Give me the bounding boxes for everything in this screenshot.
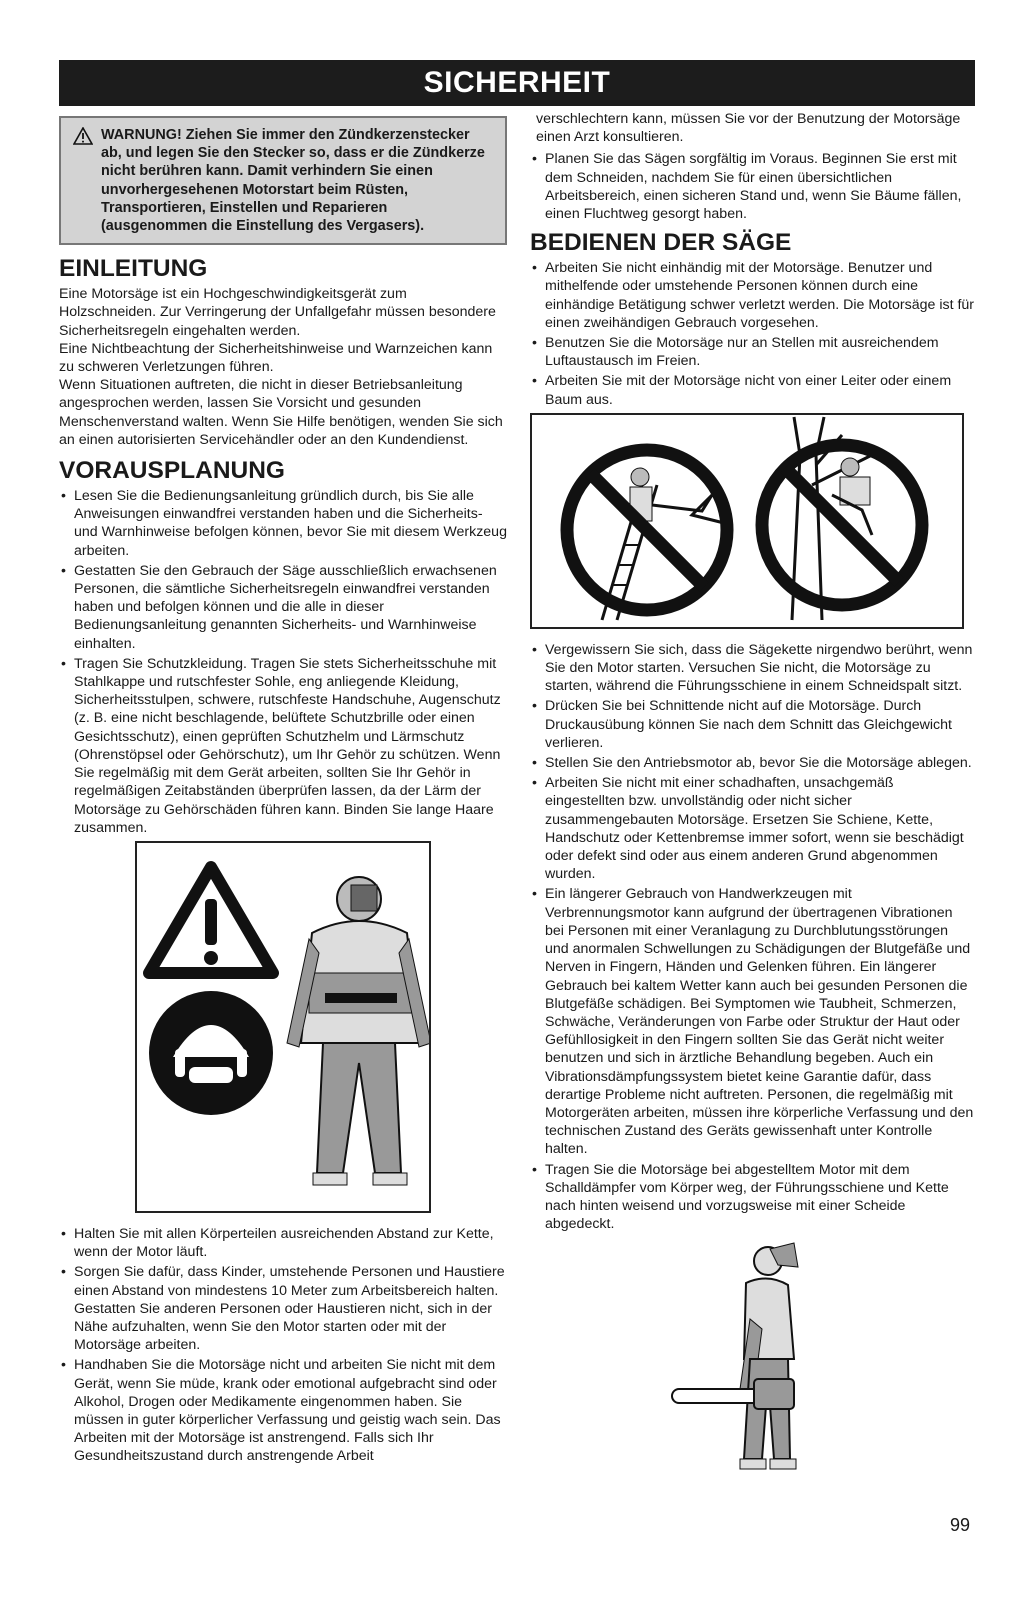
carrying-saw-illustration: [670, 1239, 820, 1475]
list-item: • Halten Sie mit allen Körperteilen ausreichenden Abstand zur Kette, wenn der Motor läuft.: [59, 1225, 507, 1261]
paragraph: Eine Motorsäge ist ein Hochgeschwindigkeitsgerät zum Holzschneiden. Zur Verringerung der Unfallgefahr müssen besondere Sicherheitsregeln eingehalten werden.: [59, 286, 496, 339]
list-item: • Gestatten Sie den Gebrauch der Säge ausschließlich erwachsenen Personen, die sämtliche Sicherheitsregeln einwandfrei verstanden haben und befolgen können und die alle in dieser Bedienungsanleitung genannten Sicherheits- und Warnhinweise einhalten.: [59, 562, 507, 653]
bullet-list: [530, 259, 975, 409]
left-column: [59, 116, 507, 1468]
no-ladder-no-tree-illustration: [530, 413, 964, 629]
page-number: 99: [950, 1515, 971, 1535]
list-item: • Lesen Sie die Bedienungsanleitung gründlich durch, bis Sie alle Anweisungen einwandfrei verstanden haben und die Sicherheits- und Warnhinweise befolgen können, bevor Sie mit diesem Werkzeug arbeiten.: [59, 487, 507, 560]
list-item: • Arbeiten Sie nicht einhändig mit der Motorsäge. Benutzer und mithelfende oder umstehende Personen können durch eine einhändige Betätigung schwer verletzt werden. Die Motorsäge ist für einen zweihändigen Gebrauch vorgesehen.: [530, 259, 975, 332]
list-item: • Arbeiten Sie nicht mit einer schadhaften, unsachgemäß eingestellten bzw. unvollständig oder nicht sicher zusammengebauten Motorsäge. Ersetzen Sie Schiene, Kette, Handschutz oder Kettenbremse immer sofort, wenn sie beschädigt oder defekt sind oder aus einem anderen Grund abgenommen wurden.: [530, 774, 975, 883]
list-item: • Drücken Sie bei Schnittende nicht auf die Motorsäge. Durch Druckausübung können Sie nach dem Schnitt das Gleichgewicht verlieren.: [530, 697, 975, 752]
right-column: [530, 110, 975, 1475]
head-protection-icon: [149, 991, 273, 1115]
bullet-list: [59, 487, 507, 837]
section-heading-vorausplanung: VORAUSPLANUNG: [59, 457, 285, 485]
bullet-list: [530, 641, 975, 1234]
list-item: • Sorgen Sie dafür, dass Kinder, umstehende Personen und Haustiere einen Abstand von mindestens 10 Meter zum Arbeitsbereich halten. Gestatten Sie anderen Personen oder Haustieren nicht, sich in der Nähe aufzuhalten, wenn Sie den Motor starten oder mit der Motorsäge arbeiten.: [59, 1263, 507, 1354]
list-item: • Stellen Sie den Antriebsmotor ab, bevor Sie die Motorsäge ablegen.: [530, 754, 975, 772]
warning-sign-icon: [149, 867, 273, 973]
list-item: • Tragen Sie die Motorsäge bei abgestelltem Motor mit dem Schalldämpfer vom Körper weg, der Führungsschiene und Kette nach hinten weisend und vorzugsweise mit einer Scheide abgedeckt.: [530, 1161, 975, 1234]
no-ladder-icon: [567, 450, 732, 620]
worker-figure: [287, 877, 429, 1185]
warning-box: [59, 116, 507, 245]
paragraph-continuation: verschlechtern kann, müssen Sie vor der Benutzung der Motorsäge einen Arzt konsultieren.: [536, 111, 961, 146]
list-item: • Planen Sie das Sägen sorgfältig im Voraus. Beginnen Sie erst mit dem Schneiden, nachdem Sie für einen übersichtlichen Arbeitsbereich, einen sicheren Stand und, wenn Sie Bäume fällen, einen Fluchtweg gesorgt haben.: [530, 150, 975, 223]
list-item: • Ein längerer Gebrauch von Handwerkzeugen mit Verbrennungsmotor kann aufgrund der übertragenen Vibrationen bei Personen mit einer Veranlagung zu Durchblutungsstörungen und anormalen Schwellungen zu Schädigungen der Blutgefäße und Nerven in Fingern, Händen und Gelenken führen. Ein längerer Gebrauch bei kaltem Wetter kann auch bei gesunden Personen die Blutgefäße schädigen. Bei Symptomen wie Taubheit, Schmerzen, Schwäche, Veränderungen von Farbe oder Struktur der Haut oder Gefühllosigkeit in den Fingern sollten Sie das Gerät nicht weiter benutzen und sich in ärztliche Behandlung begeben. Auch ein Vibrationsdämpfungssystem bietet keine Garantie dafür, dass derartige Probleme nicht auftreten. Personen, die regelmäßig mit Motorgeräten arbeiten, müssen ihre körperliche Verfassung und den technischen Zustand des Geräts gewissenhaft unter Kontrolle halten.: [530, 885, 975, 1158]
list-item: • Arbeiten Sie mit der Motorsäge nicht von einer Leiter oder einem Baum aus.: [530, 372, 975, 408]
no-tree-icon: [762, 417, 922, 620]
warning-text: WARNUNG! Ziehen Sie immer den Zündkerzenstecker ab, und legen Sie den Stecker so, dass er die Zündkerze nicht berühren kann. Damit verhindern Sie einen unvorhergesehenen Motorstart beim Rüsten, Transportieren, Einstellen und Reparieren (ausgenommen die Einstellung des Vergasers).: [101, 127, 485, 235]
section-heading-bedienen: BEDIENEN DER SÄGE: [530, 229, 792, 257]
page-title: SICHERHEIT: [59, 60, 975, 106]
paragraph: Eine Nichtbeachtung der Sicherheitshinweise und Warnzeichen kann zu schweren Verletzungen führen.: [59, 340, 493, 376]
warning-triangle-icon: [73, 127, 93, 145]
list-item: • Benutzen Sie die Motorsäge nur an Stellen mit ausreichendem Luftaustausch im Freien.: [530, 334, 975, 370]
protective-gear-illustration: [135, 841, 431, 1213]
bullet-list: [59, 1225, 507, 1466]
list-item: • Handhaben Sie die Motorsäge nicht und arbeiten Sie nicht mit dem Gerät, wenn Sie müde, krank oder emotional aufgebracht sind oder Alkohol, Drogen oder Medikamente eingenommen haben. Sie müssen in guter körperlicher Verfassung und geistig wach sein. Das Arbeiten mit der Motorsäge ist anstrengend. Falls sich Ihr Gesundheitszustand durch anstrengende Arbeit: [59, 1356, 507, 1465]
section-heading-einleitung: EINLEITUNG: [59, 255, 208, 283]
list-item: • Tragen Sie Schutzkleidung. Tragen Sie stets Sicherheitsschuhe mit Stahlkappe und rutschfester Sohle, eng anliegende Kleidung, Sicherheitsstulpen, schwere, rutschfeste Handschuhe, Augenschutz (z. B. eine nicht beschlagende, belüftete Schutzbrille oder einen Gesichtsschutz), einen geprüften Schutzhelm und Lärmschutz (Ohrenstöpsel oder Gehörschutz), um Ihr Gehör zu schützen. Wenn Sie regelmäßig mit dem Gerät arbeiten, sollten Sie Ihr Gehör in regelmäßigen Zeitabständen überprüfen lassen, da der Lärm der Motorsäge zu Gehörschäden führen kann. Binden Sie lange Haare zusammen.: [59, 655, 507, 837]
list-item: • Vergewissern Sie sich, dass die Sägekette nirgendwo berührt, wenn Sie den Motor starten. Versuchen Sie nicht, die Motorsäge zu starten, während die Führungsschiene in einem Schneidspalt sitzt.: [530, 641, 975, 696]
bullet-list: [530, 150, 975, 223]
paragraph: Wenn Situationen auftreten, die nicht in dieser Betriebsanleitung angesprochen werden, lassen Sie Vorsicht und gesunden Menschenverstand walten. Wenn Sie Hilfe benötigen, wenden Sie sich an einen autorisierten Servicehändler oder an den Kundendienst.: [59, 377, 503, 448]
